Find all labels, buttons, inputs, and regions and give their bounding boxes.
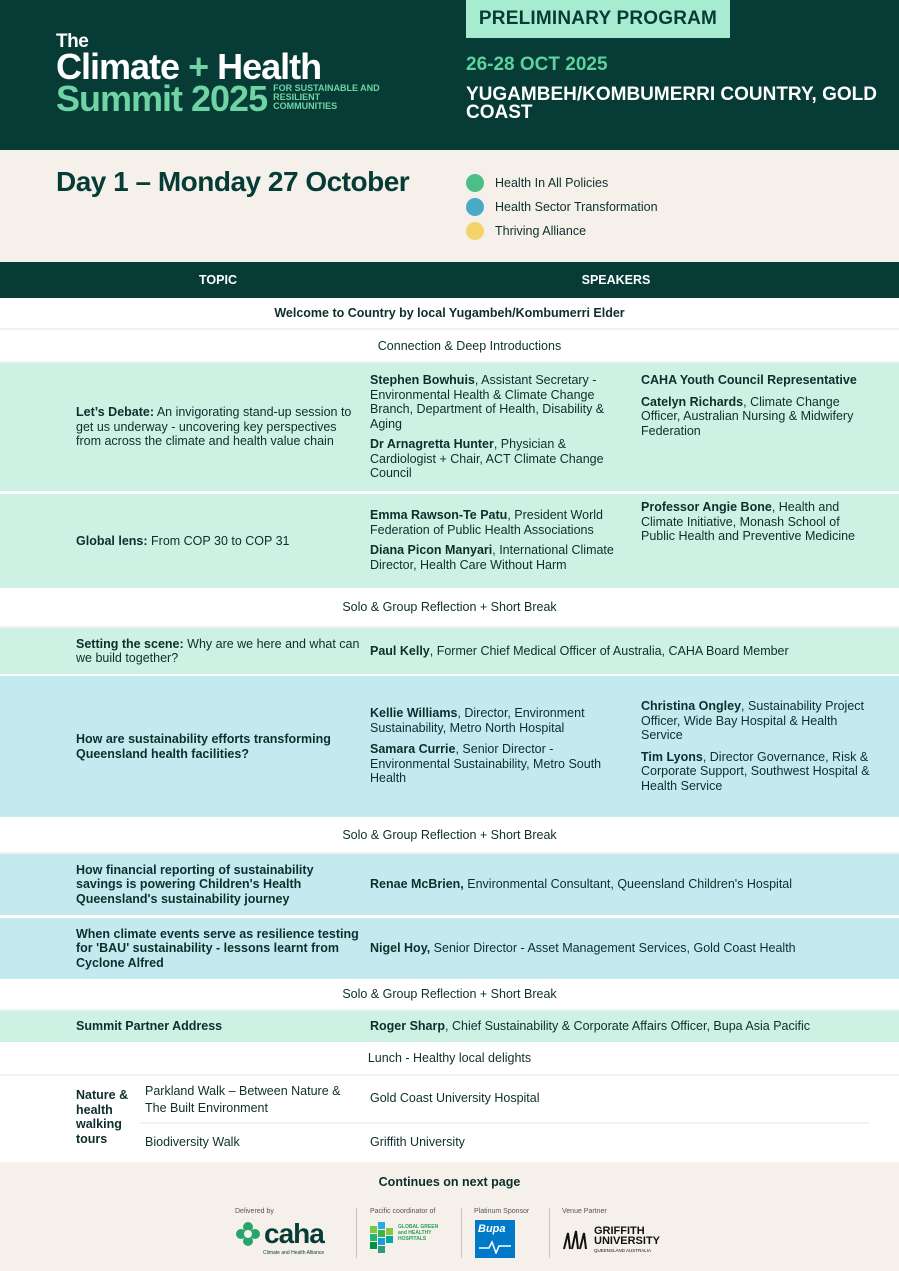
speaker-name: Dr Arnagretta Hunter <box>370 437 494 451</box>
speaker-role: Environmental Consultant, Queensland Children's Hospital <box>463 877 793 892</box>
global-topic-title: Global lens: <box>76 533 148 548</box>
speaker-role: , Health and Climate Initiative, Monash School of Public Health and Preventive Medicine <box>641 500 856 543</box>
speaker-name: Renae McBrien, <box>370 877 464 892</box>
walking-tours-label: Nature & health walking tours <box>76 1088 129 1146</box>
speaker-role: , President World Federation of Public Health Associations <box>370 508 603 537</box>
speaker-entry <box>370 644 870 659</box>
table-row-global-lens <box>0 494 899 588</box>
speaker-name: Tim Lyons <box>641 749 703 764</box>
ggh-logo <box>370 1222 398 1263</box>
scene-speakers <box>370 628 870 674</box>
legend-dot-icon <box>466 198 484 216</box>
scene-topic-title: Setting the scene: <box>76 636 184 651</box>
speaker-role: , Physician & Cardiologist + Chair, ACT Climate Change Council <box>370 437 604 480</box>
speaker-name: Christina Ongley <box>641 699 742 713</box>
debate-topic <box>76 363 362 491</box>
griffith-logo <box>562 1226 666 1253</box>
qld-speakers-left <box>370 706 628 786</box>
table-row-lunch <box>0 1042 899 1074</box>
cyclone-speakers <box>370 918 870 979</box>
speaker-name: Kellie Williams <box>370 706 458 720</box>
row-divider <box>0 1074 899 1076</box>
table-row-partner-address <box>0 1011 899 1042</box>
caha-subtitle: Climate and Health Alliance <box>263 1250 325 1256</box>
speaker-entry <box>641 395 871 439</box>
table-row-welcome <box>0 298 899 330</box>
partner-topic <box>76 1011 362 1042</box>
global-speakers-left <box>370 508 628 572</box>
table-row-break <box>0 588 899 628</box>
scene-topic <box>76 628 362 674</box>
speaker-role: , Chief Sustainability & Corporate Affairs Officer, Bupa Asia Pacific <box>445 1019 811 1034</box>
debate-topic-title: Let’s Debate: <box>76 405 155 420</box>
speaker-role: , Sustainability Project Officer, Wide Bay Hospital & Health Service <box>641 699 865 742</box>
speaker-entry <box>370 877 870 892</box>
speaker-entry <box>370 373 628 431</box>
table-row-qld-facilities <box>0 676 899 817</box>
connection-text: Connection & Deep Introductions <box>377 338 562 353</box>
footer-divider <box>549 1208 550 1258</box>
speaker-entry <box>370 742 628 786</box>
legend-dot-icon <box>466 222 484 240</box>
global-speakers-right <box>641 500 871 544</box>
table-row-cyclone <box>0 918 899 979</box>
debate-speakers-right <box>641 373 871 438</box>
stream-legend <box>466 171 658 243</box>
partner-speakers <box>370 1011 870 1042</box>
financial-topic-title: How financial reporting of sustainability savings is powering Children's Health Queensland's sustainability journey <box>76 862 314 906</box>
speaker-name: Paul Kelly <box>370 643 430 658</box>
table-row-break <box>0 979 899 1011</box>
table-header <box>0 262 899 298</box>
speaker-name: Catelyn Richards <box>641 394 744 409</box>
speaker-name: CAHA Youth Council Representative <box>641 373 857 387</box>
table-row-financial-reporting <box>0 854 899 915</box>
legend-label: Health Sector Transformation <box>495 200 658 214</box>
speaker-role: , Assistant Secretary - Environmental Health & Climate Change Branch, Department of Health, Disability & Aging <box>370 373 605 431</box>
tour-2-location: Griffith University <box>370 1135 465 1149</box>
lunch-text: Lunch - Healthy local delights <box>367 1051 532 1065</box>
tour-1-location: Gold Coast University Hospital <box>370 1091 540 1105</box>
bupa-logo <box>475 1220 515 1258</box>
cyclone-topic-title: When climate events serve as resilience testing for 'BAU' sustainability - lessons learnt from Cyclone Alfred <box>76 926 359 970</box>
legend-item <box>466 195 658 219</box>
speaker-role: , International Climate Director, Health Care Without Harm <box>370 543 614 572</box>
table-row-debate <box>0 363 899 491</box>
tour-1-name: Parkland Walk – Between Nature & The Built Environment <box>145 1084 341 1115</box>
qld-speakers-right <box>641 699 871 793</box>
qld-topic <box>76 676 362 817</box>
speaker-name: Stephen Bowhuis <box>370 373 475 387</box>
pacific-coordinator-label: Pacific coordinator of <box>370 1208 436 1215</box>
legend-item <box>466 171 658 195</box>
legend-dot-icon <box>466 174 484 192</box>
logo-plus: + <box>188 46 209 87</box>
break-text: Solo & Group Reflection + Short Break <box>342 600 557 614</box>
heartbeat-icon <box>479 1240 511 1254</box>
speaker-name: Professor Angie Bone <box>641 500 772 514</box>
break-text: Solo & Group Reflection + Short Break <box>342 827 557 842</box>
debate-speakers-left <box>370 373 628 481</box>
ggh-mark-icon <box>370 1222 398 1258</box>
table-row-break <box>0 817 899 854</box>
griffith-subtitle: QUEENSLAND AUSTRALIA <box>594 1248 652 1253</box>
delivered-by-label: Delivered by <box>235 1208 274 1215</box>
speaker-name: Samara Currie <box>370 742 456 756</box>
speaker-entry <box>641 500 871 544</box>
speaker-entry <box>641 699 871 743</box>
griffith-mark-icon <box>562 1229 592 1251</box>
speaker-name: Nigel Hoy, <box>370 941 431 956</box>
speaker-role: , Director Governance, Risk & Corporate Support, Southwest Hospital & Health Service <box>641 749 870 793</box>
event-dates: 26-28 OCT 2025 <box>466 54 608 75</box>
speaker-name: Emma Rawson-Te Patu <box>370 508 508 522</box>
speaker-role: , Senior Director - Environmental Sustainability, Metro South Health <box>370 742 602 785</box>
speakers-column-header: SPEAKERS <box>581 273 651 287</box>
bupa-wordmark: Bupa <box>478 1223 506 1235</box>
speaker-role: , Former Chief Medical Officer of Australia, CAHA Board Member <box>429 643 789 658</box>
logo-tagline: FOR SUSTAINABLE AND RESILIENT COMMUNITIES <box>273 83 380 111</box>
qld-topic-title: How are sustainability efforts transforming Queensland health facilities? <box>76 732 331 761</box>
debate-topic-desc: An invigorating stand-up session to get us underway - uncovering key perspectives from across the climate and health value chain <box>76 405 352 449</box>
break-text: Solo & Group Reflection + Short Break <box>342 987 557 1001</box>
caha-logo <box>235 1218 324 1249</box>
logo-word-health: Health <box>217 46 322 87</box>
ggh-wordmark: GLOBAL GREEN and HEALTHY HOSPITALS <box>398 1224 439 1242</box>
topic-column-header: TOPIC <box>199 273 237 287</box>
preliminary-badge: PRELIMINARY PROGRAM <box>466 0 730 38</box>
caha-mark-icon <box>235 1221 261 1247</box>
platinum-sponsor-label: Platinum Sponsor <box>474 1208 530 1215</box>
speaker-entry <box>370 508 628 537</box>
event-location: YUGAMBEH/KOMBUMERRI COUNTRY, GOLD COAST <box>466 84 877 123</box>
speaker-entry <box>370 1019 870 1034</box>
logo-word-summit: Summit 2025 <box>56 78 268 119</box>
speaker-entry <box>370 706 628 735</box>
footer-divider <box>461 1208 462 1258</box>
financial-topic <box>76 854 362 915</box>
welcome-text: Welcome to Country by local Yugambeh/Kombumerri Elder <box>274 306 625 320</box>
cyclone-topic <box>76 918 362 979</box>
speaker-role: Senior Director - Asset Management Services, Gold Coast Health <box>430 941 796 956</box>
speaker-entry <box>370 437 628 481</box>
speaker-role: , Director, Environment Sustainability, Metro North Hospital <box>370 706 585 735</box>
legend-label: Thriving Alliance <box>495 224 587 238</box>
speaker-name: Diana Picon Manyari <box>370 543 493 557</box>
scene-topic-desc: Why are we here and what can we build together? <box>76 636 360 665</box>
summit-logo <box>56 31 383 119</box>
table-row-setting-scene <box>0 628 899 674</box>
speaker-entry <box>641 750 871 794</box>
table-row-walking-tours <box>0 1074 899 1162</box>
row-divider <box>140 1122 869 1124</box>
tour-2-name: Biodiversity Walk <box>145 1135 240 1149</box>
griffith-wordmark: GRIFFITH UNIVERSITY <box>594 1225 661 1247</box>
partner-topic-title: Summit Partner Address <box>76 1019 223 1034</box>
speaker-role: , Climate Change Officer, Australian Nursing & Midwifery Federation <box>641 394 854 438</box>
speaker-entry <box>370 941 870 956</box>
speaker-entry <box>370 543 628 572</box>
financial-speakers <box>370 854 870 915</box>
table-row-connection <box>0 330 899 363</box>
logo-word-climate: Climate <box>56 46 180 87</box>
global-topic-desc: From COP 30 to COP 31 <box>147 533 290 548</box>
continues-note: Continues on next page <box>378 1175 521 1189</box>
logo-line-1: The <box>56 31 89 52</box>
venue-partner-label: Venue Partner <box>562 1208 607 1215</box>
speaker-name: Roger Sharp <box>370 1019 446 1034</box>
caha-wordmark: caha <box>264 1218 324 1249</box>
legend-item <box>466 219 658 243</box>
footer-divider <box>356 1208 357 1258</box>
legend-label: Health In All Policies <box>495 176 609 190</box>
global-topic <box>76 494 362 588</box>
day-title: Day 1 – Monday 27 October <box>56 166 410 197</box>
